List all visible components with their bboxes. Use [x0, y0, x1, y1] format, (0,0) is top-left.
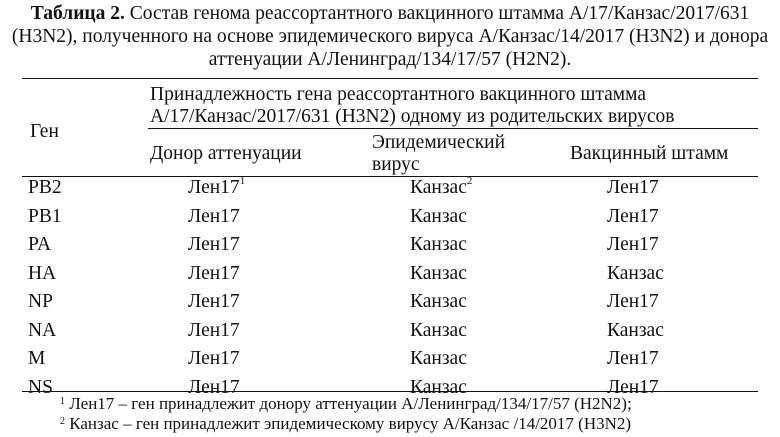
donor-cell-value: Лен17 [188, 320, 240, 341]
donor-cell [188, 320, 240, 342]
footnote-2-mark: 2 [60, 416, 65, 427]
donor-cell-value: Лен17 [188, 234, 240, 255]
gene-cell [28, 348, 45, 370]
gene-cell [28, 377, 53, 399]
donor-cell-value: Лен17 [188, 177, 240, 198]
gene-cell [28, 206, 62, 228]
vaccine-cell-value: Лен17 [607, 291, 659, 312]
gene-cell [28, 177, 62, 199]
vaccine-cell [607, 206, 659, 228]
vaccine-cell-value: Лен17 [607, 206, 659, 227]
caption-line-2: (H3N2), полученного на основе эпидемического вируса А/Канзас/14/2017 (H3N2) и донора [11, 26, 769, 47]
epidemic-cell [410, 291, 467, 313]
donor-cell-value: Лен17 [188, 291, 240, 312]
epidemic-cell-footnote-mark: 2 [466, 175, 473, 187]
epidemic-cell [410, 177, 472, 199]
group-header [150, 84, 710, 128]
vaccine-cell [607, 263, 664, 285]
caption-label: Таблица 2. [30, 3, 125, 24]
epidemic-cell-value: Канзас [410, 177, 467, 198]
table-bottom-rule [22, 391, 758, 392]
table-top-rule [22, 78, 758, 79]
donor-cell [188, 263, 240, 285]
donor-cell [188, 206, 240, 228]
vaccine-cell [607, 291, 659, 313]
vaccine-cell [607, 234, 659, 256]
donor-cell-value: Лен17 [188, 206, 240, 227]
group-header-rule [148, 128, 758, 129]
donor-cell-value: Лен17 [188, 377, 240, 398]
epidemic-cell [410, 234, 467, 256]
gene-cell-value: PB1 [28, 206, 62, 227]
epidemic-cell-value: Канзас [410, 206, 467, 227]
donor-cell-footnote-mark: 1 [239, 175, 246, 187]
epidemic-cell-value: Канзас [410, 348, 467, 369]
vaccine-cell [607, 177, 659, 199]
caption-line-1 [4, 2, 776, 25]
gene-cell [28, 234, 51, 256]
gene-cell-value: HA [28, 263, 57, 284]
column-header-donor: Донор аттенуации [150, 143, 302, 164]
vaccine-cell-value: Лен17 [607, 177, 659, 198]
epidemic-cell [410, 320, 467, 342]
gene-cell [28, 320, 56, 342]
epidemic-cell-value: Канзас [410, 263, 467, 284]
caption-line-3: аттенуации А/Ленинград/134/17/57 (H2N2). [208, 49, 572, 70]
donor-cell [188, 177, 245, 199]
column-header-vaccine: Вакцинный штамм [570, 143, 729, 164]
group-header-line-2: А/17/Канзас/2017/631 (H3N2) одному из родительских вирусов [150, 106, 675, 127]
epidemic-cell [410, 263, 467, 285]
vaccine-cell-value: Канзас [607, 263, 664, 284]
vaccine-cell-value: Лен17 [607, 377, 659, 398]
footnote-2 [60, 414, 631, 434]
donor-cell-value: Лен17 [188, 263, 240, 284]
gene-cell-value: PB2 [28, 177, 62, 198]
footnote-1-mark: 1 [60, 396, 65, 407]
gene-cell-value: NA [28, 320, 57, 341]
epidemic-cell [410, 206, 467, 228]
gene-cell-value: PA [28, 234, 52, 255]
gene-cell-value: M [28, 348, 46, 369]
table-caption [4, 2, 776, 71]
vaccine-cell-value: Лен17 [607, 234, 659, 255]
vaccine-cell-value: Лен17 [607, 348, 659, 369]
caption-text-1: Состав генома реассортантного вакцинного штамма А/17/Канзас/2017/631 [124, 3, 750, 24]
donor-cell [188, 348, 240, 370]
epidemic-cell [410, 348, 467, 370]
gene-cell-value: NS [28, 377, 53, 398]
epidemic-cell-value: Канзас [410, 291, 467, 312]
epidemic-cell-value: Канзас [410, 320, 467, 341]
column-header-epidemic-line-1: Эпидемический [372, 132, 506, 153]
gene-cell-value: NP [28, 291, 53, 312]
epidemic-cell-value: Канзас [410, 234, 467, 255]
column-header-epidemic-line-2: вирус [372, 154, 420, 175]
gene-column-header: Ген [30, 121, 59, 142]
vaccine-cell [607, 320, 664, 342]
vaccine-cell-value: Канзас [607, 320, 664, 341]
gene-cell [28, 263, 56, 285]
footnote-1-text: Лен17 – ген принадлежит донору аттенуации А/Ленинград/134/17/57 (H2N2); [65, 394, 632, 413]
group-header-line-1: Принадлежность гена реассортантного вакцинного штамма [150, 84, 647, 105]
donor-cell [188, 234, 240, 256]
vaccine-cell [607, 348, 659, 370]
footnote-2-text: Канзас – ген принадлежит эпидемическому вирусу А/Канзас /14/2017 (H3N2) [65, 414, 632, 433]
footnote-1 [60, 394, 632, 414]
epidemic-cell-value: Канзас [410, 377, 467, 398]
donor-cell-value: Лен17 [188, 348, 240, 369]
gene-cell [28, 291, 53, 313]
donor-cell [188, 291, 240, 313]
